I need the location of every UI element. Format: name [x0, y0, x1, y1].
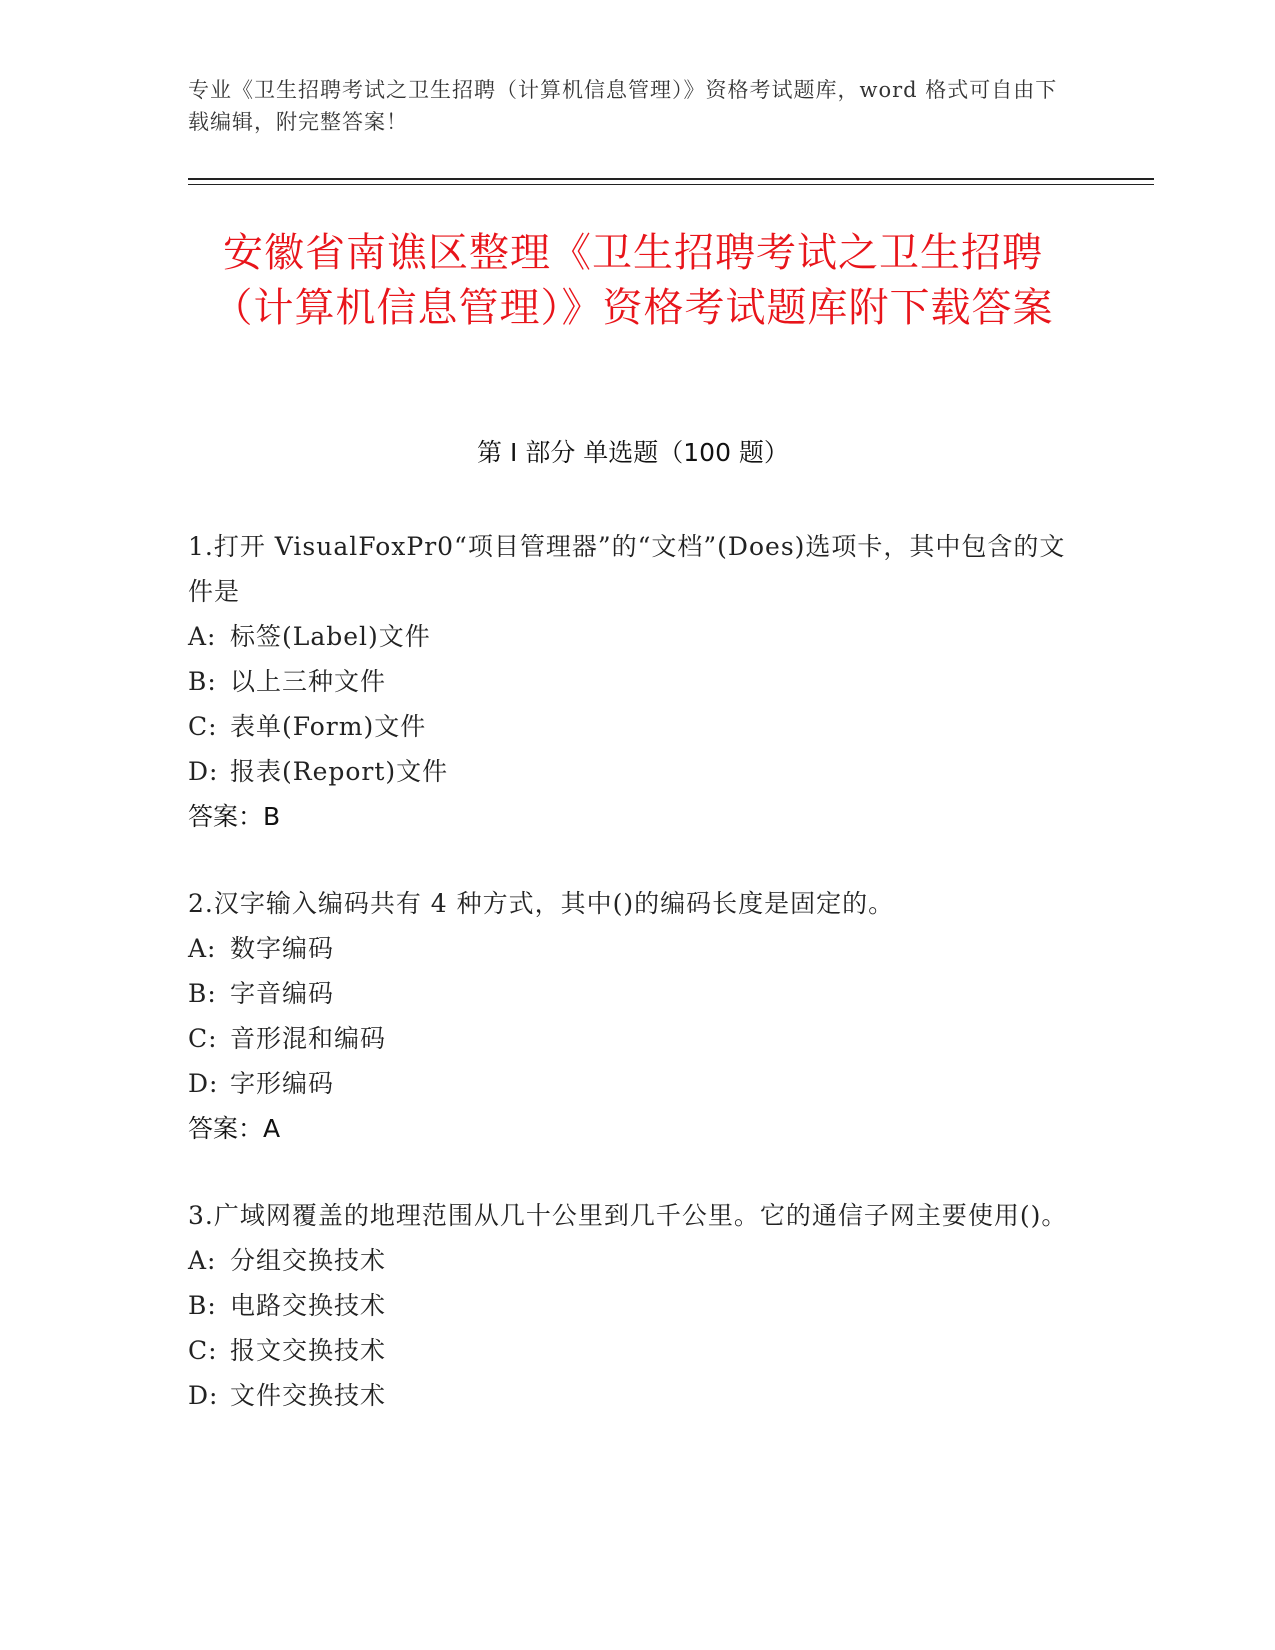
option-d: [188, 1061, 1068, 1106]
answer-line: 答案：B: [188, 802, 281, 831]
option-c: [188, 1016, 1068, 1061]
option-letter: A:: [188, 622, 217, 651]
question-item: [188, 1193, 1068, 1418]
option-letter: C:: [188, 1336, 218, 1365]
option-text: 电路交换技术: [230, 1291, 387, 1320]
option-text: 以上三种文件: [230, 667, 387, 696]
option-text: 文件交换技术: [230, 1381, 387, 1410]
option-c: [188, 704, 1068, 749]
option-letter: A:: [188, 934, 217, 963]
option-letter: B:: [188, 667, 217, 696]
option-text: 字音编码: [230, 979, 335, 1008]
document-title: 安徽省南谯区整理《卫生招聘考试之卫生招聘（计算机信息管理）》资格考试题库附下载答案: [212, 230, 1054, 331]
option-text: 分组交换技术: [230, 1246, 387, 1275]
option-letter: D:: [188, 1381, 219, 1410]
answer-line: 答案：A: [188, 1114, 281, 1143]
option-b: [188, 1283, 1068, 1328]
question-list: [188, 524, 1068, 1460]
question-stem: 2.汉字输入编码共有 4 种方式，其中()的编码长度是固定的。: [188, 889, 895, 918]
option-d: [188, 749, 1068, 794]
section-title: 第 I 部分 单选题（100 题）: [477, 438, 789, 467]
option-c: [188, 1328, 1068, 1373]
option-text: 音形混和编码: [230, 1024, 387, 1053]
question-item: [188, 524, 1068, 839]
option-letter: C:: [188, 1024, 218, 1053]
header-note: 专业《卫生招聘考试之卫生招聘（计算机信息管理）》资格考试题库，word 格式可自由下载编辑，附完整答案！: [188, 78, 1058, 134]
option-text: 报文交换技术: [230, 1336, 387, 1365]
option-letter: B:: [188, 1291, 217, 1320]
option-text: 字形编码: [230, 1069, 335, 1098]
option-a: [188, 614, 1068, 659]
option-d: [188, 1373, 1068, 1418]
option-letter: C:: [188, 712, 218, 741]
option-text: 数字编码: [230, 934, 335, 963]
option-b: [188, 659, 1068, 704]
header-divider-thin: [188, 184, 1154, 185]
option-a: [188, 926, 1068, 971]
question-item: [188, 881, 1068, 1151]
option-letter: B:: [188, 979, 217, 1008]
option-letter: D:: [188, 1069, 219, 1098]
option-text: 报表(Report)文件: [230, 757, 449, 786]
question-stem: 1.打开 VisualFoxPr0“项目管理器”的“文档”(Does)选项卡，其中包含的文件是: [188, 532, 1066, 606]
option-letter: A:: [188, 1246, 217, 1275]
option-text: 表单(Form)文件: [230, 712, 427, 741]
question-stem: 3.广域网覆盖的地理范围从几十公里到几千公里。它的通信子网主要使用()。: [188, 1201, 1068, 1230]
option-b: [188, 971, 1068, 1016]
option-a: [188, 1238, 1068, 1283]
option-text: 标签(Label)文件: [230, 622, 431, 651]
option-letter: D:: [188, 757, 219, 786]
header-divider-thick: [188, 178, 1154, 180]
